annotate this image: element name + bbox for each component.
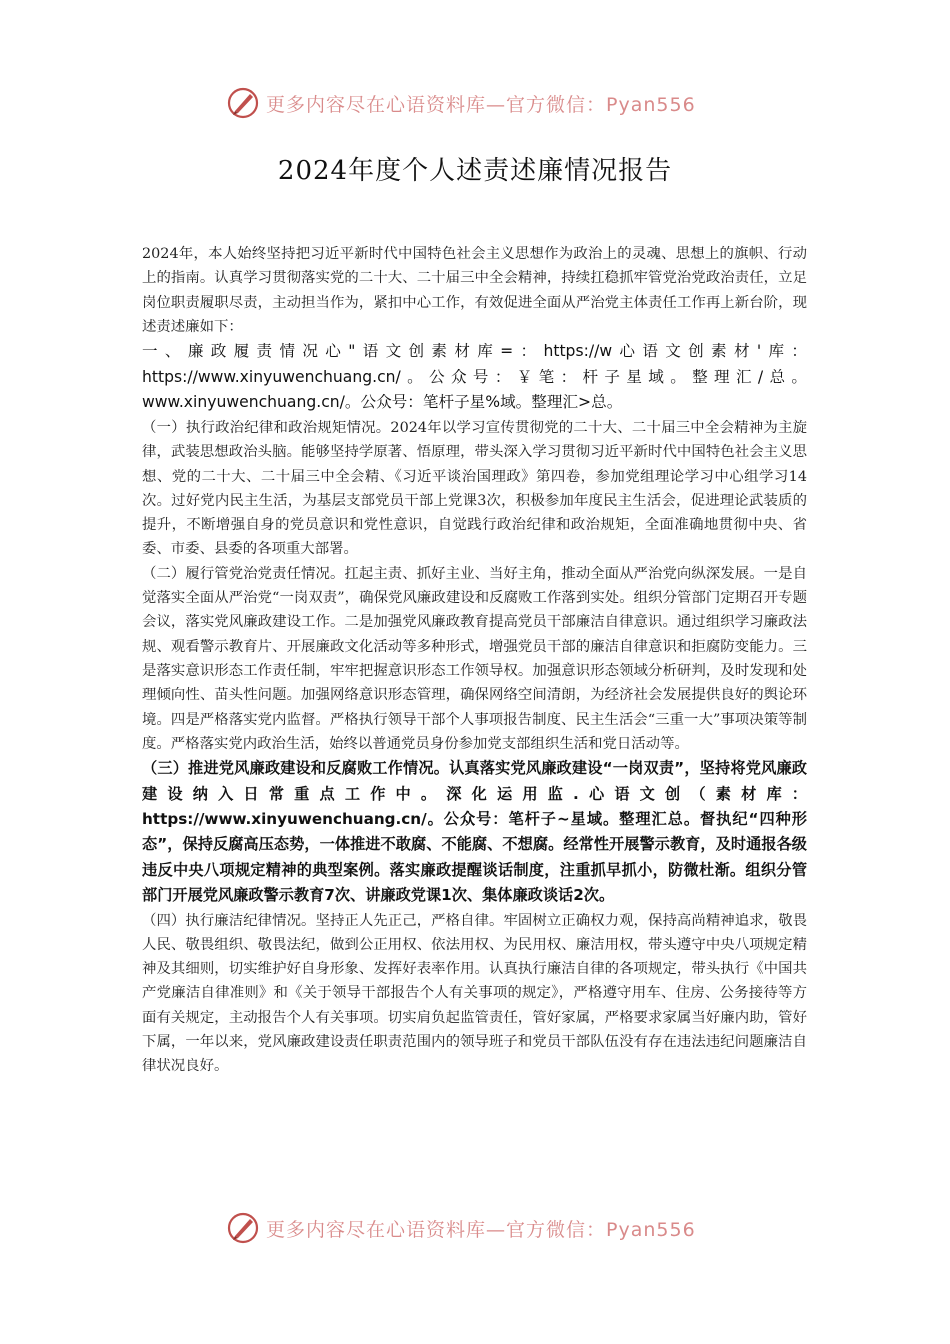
wechat-id: Pyan556 <box>606 1218 696 1241</box>
paragraph-integrity-discipline: （四）执行廉洁纪律情况。坚持正人先正己，严格自律。牢固树立正确权力观，保持高尚精神追求，敬畏人民、敬畏组织、敬畏法纪，做到公正用权、依法用权、为民用权、廉洁用权，带头遵守中央八项规定精神及其细则，切实维护好自身形象、发挥好表率作用。认真执行廉洁自律的各项规定，带头执行《中国共产党廉洁自律准则》和《关于领导干部报告个人有关事项的规定》，严格遵守用车、住房、公务接待等方面有关规定，主动报告个人有关事项。切实肩负起监管责任，管好家属，严格要求家属当好廉内助，管好下属，一年以来，党风廉政建设责任职责范围内的领导班子和党员干部队伍没有存在违法违纪问题廉洁自律状况良好。 <box>142 912 807 1075</box>
banner-text: 更多内容尽在心语资料库—官方微信：Pyan556 <box>266 93 696 116</box>
document-title: 2024年度个人述责述廉情况报告 <box>277 156 673 186</box>
brush-logo-icon <box>226 1211 260 1245</box>
wechat-id: Pyan556 <box>606 93 696 116</box>
section-heading: 一、廉政履责情况心"语文创素材库=：https://w心语文创素材'库：https://www.xinyuwenchuang.cn/。公众号：￥笔：杆子星域。整理汇/总。www.xinyuwenchuang.cn/。公众号：笔杆子星%域。整理汇>总。 <box>142 342 807 412</box>
paragraph-party-governance: （二）履行管党治党责任情况。扛起主责、抓好主业、当好主角，推动全面从严治党向纵深发展。一是自觉落实全面从严治党“一岗双责”，确保党风廉政建设和反腐败工作落到实处。组织分管部门定期召开专题会议，落实党风廉政建设工作。二是加强党风廉政教育提高党员干部廉洁自律意识。通过组织学习廉政法规、观看警示教育片、开展廉政文化活动等多种形式，增强党员干部的廉洁自律意识和拒腐防变能力。三是落实意识形态工作责任制，牢牢把握意识形态工作领导权。加强意识形态领域分析研判，及时发现和处理倾向性、苗头性问题。加强网络意识形态管理，确保网络空间清朗，为经济社会发展提供良好的舆论环境。四是严格落实党内监督。严格执行领导干部个人事项报告制度、民主生活会“三重一大”事项决策等制度。严格落实党内政治生活，始终以普通党员身份参加党支部组织生活和党日活动等。 <box>142 565 807 752</box>
document-body <box>142 242 807 1079</box>
footer-banner <box>226 1208 696 1248</box>
intro-paragraph: 2024年，本人始终坚持把习近平新时代中国特色社会主义思想作为政治上的灵魂、思想上的旗帜、行动上的指南。认真学习贯彻落实党的二十大、二十届三中全会精神，持续扛稳抓牢管党治党政治责任，立足岗位职责履职尽责，主动担当作为，紧扣中心工作，有效促进全面从严治党主体责任工作再上新台阶，现述责述廉如下： <box>142 246 807 335</box>
brush-logo-icon <box>226 86 260 120</box>
header-banner <box>226 83 696 123</box>
paragraph-anti-corruption: （三）推进党风廉政建设和反腐败工作情况。认真落实党风廉政建设“一岗双责”，坚持将党风廉政建设纳入日常重点工作中。深化运用监.心语文创（素材库：https://www.xinyuwenchuang.cn/。公众号：笔杆子~星域。整理汇总。督执纪“四种形态”，保持反腐高压态势，一体推进不敢腐、不能腐、不想腐。经常性开展警示教育，及时通报各级违反中央八项规定精神的典型案例。落实廉政提醒谈话制度，注重抓早抓小，防微杜渐。组织分管部门开展党风廉政警示教育7次、讲廉政党课1次、集体廉政谈话2次。 <box>142 759 807 905</box>
banner-text: 更多内容尽在心语资料库—官方微信：Pyan556 <box>266 1218 696 1241</box>
paragraph-political-discipline: （一）执行政治纪律和政治规矩情况。2024年以学习宣传贯彻党的二十大、二十届三中全会精神为主旋律，武装思想政治头脑。能够坚持学原著、悟原理，带头深入学习贯彻习近平新时代中国特色社会主义思想、党的二十大、二十届三中全会精、《习近平谈治国理政》第四卷，参加党组理论学习中心组学习14次。过好党内民主生活，为基层支部党员干部上党课3次，积极参加年度民主生活会，促进理论武装质的提升，不断增强自身的党员意识和党性意识，自觉践行政治纪律和政治规矩，全面准确地贯彻中央、省委、市委、县委的各项重大部署。 <box>142 419 807 558</box>
